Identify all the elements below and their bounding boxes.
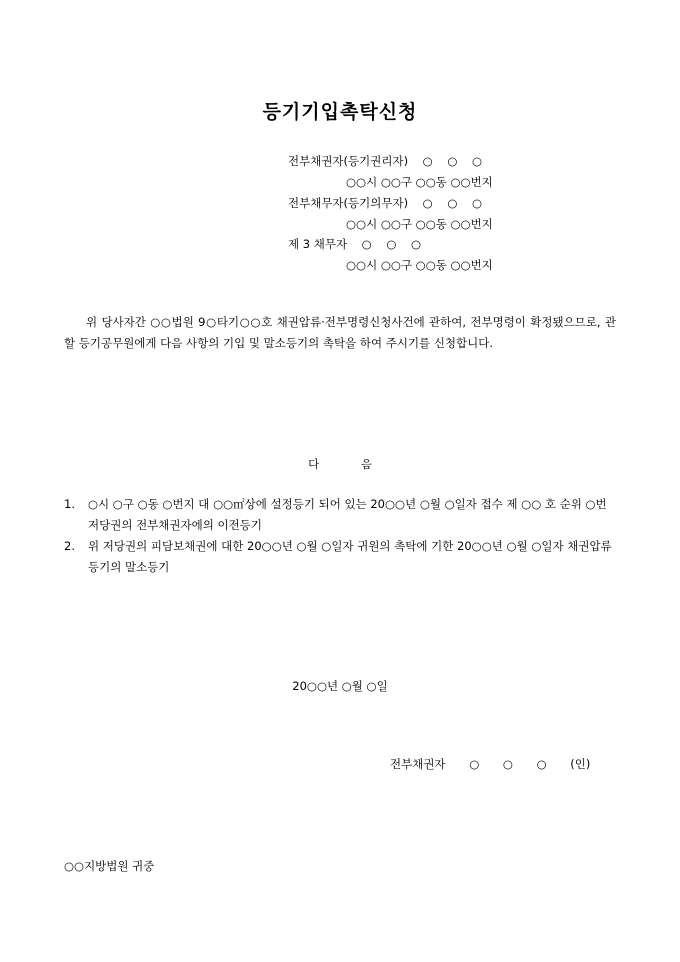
debtor-address: ○○시 ○○구 ○○동 ○○번지 [346,217,493,231]
debtor-label: 전부채무자(등기의무자) ○ ○ ○ [288,196,483,210]
creditor-label: 전부채권자(등기권리자) ○ ○ ○ [288,154,483,168]
body-paragraph [64,312,616,354]
body-text: 위 당사자간 ○○법원 9○타기○○호 채권압류·전부명령신청사건에 관하여, 전부명령이 확정됐으므로, 관할 등기공무원에게 다음 사항의 기입 및 말소등기의 촉탁을 하여 주시기를 신청합니다. [64,315,616,350]
court-recipient: ○○지방법원 귀중 [64,859,155,873]
signature-line: 전부채권자 ○ ○ ○ (인) [390,757,591,771]
item-number: 2. [64,539,75,553]
item-list [64,494,616,578]
document-title: 등기기입촉탁신청 [262,101,418,123]
creditor-address: ○○시 ○○구 ○○동 ○○번지 [346,175,493,189]
list-item [64,536,616,578]
item-number: 1. [64,497,75,511]
section-heading: 다 음 [308,457,372,471]
third-debtor-label: 제 3 채무자 ○ ○ ○ [288,237,422,251]
list-item [64,494,616,536]
item-text: ○시 ○구 ○동 ○번지 대 ○○㎡상에 설정등기 되어 있는 20○○년 ○월 ○일자 접수 제 ○○ 호 순위 ○번 저당권의 전부채권자에의 이전등기 [88,497,607,532]
document-date: 20○○년 ○월 ○일 [292,679,388,693]
item-text: 위 저당권의 피담보채권에 대한 20○○년 ○월 ○일자 귀원의 촉탁에 기한 20○○년 ○월 ○일자 채권압류등기의 말소등기 [88,539,612,574]
third-debtor-address: ○○시 ○○구 ○○동 ○○번지 [346,258,493,272]
